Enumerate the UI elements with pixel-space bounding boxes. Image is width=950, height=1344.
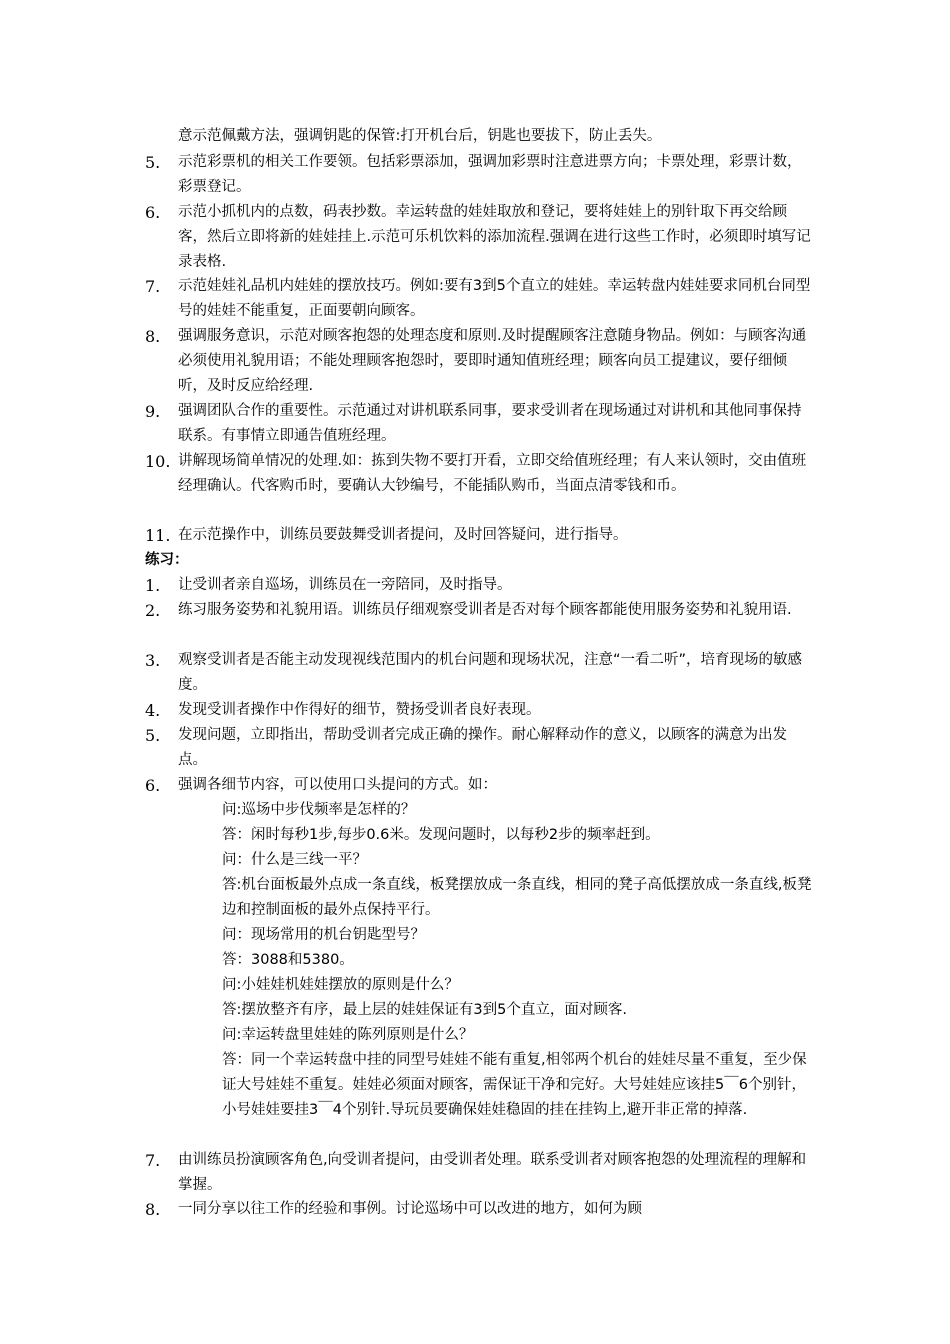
item-number: 10.	[145, 452, 171, 471]
practice-item-3	[145, 648, 815, 698]
item-text: 发现问题，立即指出，帮助受训者完成正确的操作。耐心解释动作的意义，以顾客的满意为出发点。	[178, 727, 787, 768]
question-line: 问:小娃娃机娃娃摆放的原则是什么？	[222, 977, 459, 993]
question-line: 问：什么是三线一平？	[222, 852, 367, 868]
item-text: 在示范操作中，训练员要鼓舞受训者提问，及时回答疑问，进行指导。	[178, 527, 628, 543]
answer-line: 答:摆放整齐有序，最上层的娃娃保证有3到5个直立，面对顾客.	[222, 1002, 627, 1018]
answer-line: 答：闲时每秒1步,每步0.6米。发现问题时，以每秒2步的频率赶到。	[222, 827, 660, 843]
answer-line: 答：同一个幸运转盘中挂的同型号娃娃不能有重复,相邻两个机台的娃娃尽量不重复，至少保证大号娃娃不重复。娃娃必须面对顾客，需保证干净和完好。大号娃娃应该挂5￣6个别针，小号娃娃要挂3￣4个别针.导玩员要确保娃娃稳固的挂在挂钩上,避开非正常的掉落.	[222, 1052, 807, 1118]
practice-item-2	[145, 598, 815, 623]
practice-heading: 练习：	[145, 552, 189, 568]
demo-item-9	[145, 399, 815, 449]
item-text: 强调服务意识，示范对顾客抱怨的处理态度和原则.及时提醒顾客注意随身物品。例如：与顾客沟通必须使用礼貌用语；不能处理顾客抱怨时，要即时通知值班经理；顾客向员工提建议，要仔细倾听，及时反应给经理.	[178, 328, 807, 394]
demo-item-8	[145, 324, 815, 399]
demo-item-10	[145, 449, 815, 499]
item-number: 7.	[145, 277, 161, 296]
question-line: 问:巡场中步伐频率是怎样的？	[222, 802, 416, 818]
item-number: 6.	[145, 776, 161, 795]
answer-line: 答:机台面板最外点成一条直线，板凳摆放成一条直线，相同的凳子高低摆放成一条直线,板凳边和控制面板的最外点保持平行。	[222, 877, 812, 918]
practice-item-4	[145, 698, 815, 723]
item-text: 示范娃娃礼品机内娃娃的摆放技巧。例如:要有3到5个直立的娃娃。幸运转盘内娃娃要求同机台同型号的娃娃不能重复，正面要朝向顾客。	[178, 278, 811, 319]
item-number: 6.	[145, 203, 161, 222]
item-text: 讲解现场简单情况的处理.如：拣到失物不要打开看，立即交给值班经理；有人来认领时，交由值班经理确认。代客购币时，要确认大钞编号，不能插队购币，当面点清零钱和币。	[178, 453, 807, 494]
item-number: 2.	[145, 601, 161, 620]
demo-item-6	[145, 200, 815, 275]
item-number: 5.	[145, 726, 161, 745]
question-line: 问：现场常用的机台钥匙型号？	[222, 927, 425, 943]
item-text: 由训练员扮演顾客角色,向受训者提问，由受训者处理。联系受训者对顾客抱怨的处理流程的理解和掌握。	[178, 1152, 807, 1193]
demo-item-11	[145, 523, 815, 548]
practice-item-6	[145, 773, 815, 798]
item-number: 1.	[145, 576, 161, 595]
practice-item-7	[145, 1148, 815, 1198]
item-text: 强调团队合作的重要性。示范通过对讲机联系同事，要求受训者在现场通过对讲机和其他同事保持联系。有事情立即通告值班经理。	[178, 403, 802, 444]
intro-line: 意示范佩戴方法，强调钥匙的保管:打开机台后，钥匙也要拔下，防止丢失。	[178, 128, 662, 144]
item-number: 7.	[145, 1151, 161, 1170]
demo-item-5	[145, 150, 815, 200]
item-number: 3.	[145, 651, 161, 670]
item-number: 11.	[145, 526, 171, 545]
item-text: 练习服务姿势和礼貌用语。训练员仔细观察受训者是否对每个顾客都能使用服务姿势和礼貌用语.	[178, 602, 792, 618]
item-text: 示范彩票机的相关工作要领。包括彩票添加，强调加彩票时注意进票方向；卡票处理，彩票计数，彩票登记。	[178, 154, 802, 195]
item-number: 4.	[145, 701, 161, 720]
practice-item-1	[145, 573, 815, 598]
item-text: 示范小抓机内的点数，码表抄数。幸运转盘的娃娃取放和登记，要将娃娃上的别针取下再交给顾客，然后立即将新的娃娃挂上.示范可乐机饮料的添加流程.强调在进行这些工作时，必须即时填写记录表格.	[178, 204, 811, 270]
item-number: 9.	[145, 402, 161, 421]
demo-item-7	[145, 274, 815, 324]
item-text: 观察受训者是否能主动发现视线范围内的机台问题和现场状况，注意“一看二听”，培育现场的敏感度。	[178, 652, 803, 693]
answer-line: 答：3088和5380。	[222, 952, 354, 968]
item-text: 发现受训者操作中作得好的细节，赞扬受训者良好表现。	[178, 702, 541, 718]
practice-item-5	[145, 723, 815, 773]
item-number: 8.	[145, 327, 161, 346]
item-text: 强调各细节内容，可以使用口头提问的方式。如：	[178, 777, 497, 793]
item-number: 5.	[145, 153, 161, 172]
item-text: 让受训者亲自巡场，训练员在一旁陪同，及时指导。	[178, 577, 512, 593]
item-text: 一同分享以往工作的经验和事例。讨论巡场中可以改进的地方，如何为顾	[178, 1201, 642, 1217]
practice-item-8	[145, 1197, 815, 1222]
question-line: 问:幸运转盘里娃娃的陈列原则是什么？	[222, 1027, 474, 1043]
item-number: 8.	[145, 1200, 161, 1219]
